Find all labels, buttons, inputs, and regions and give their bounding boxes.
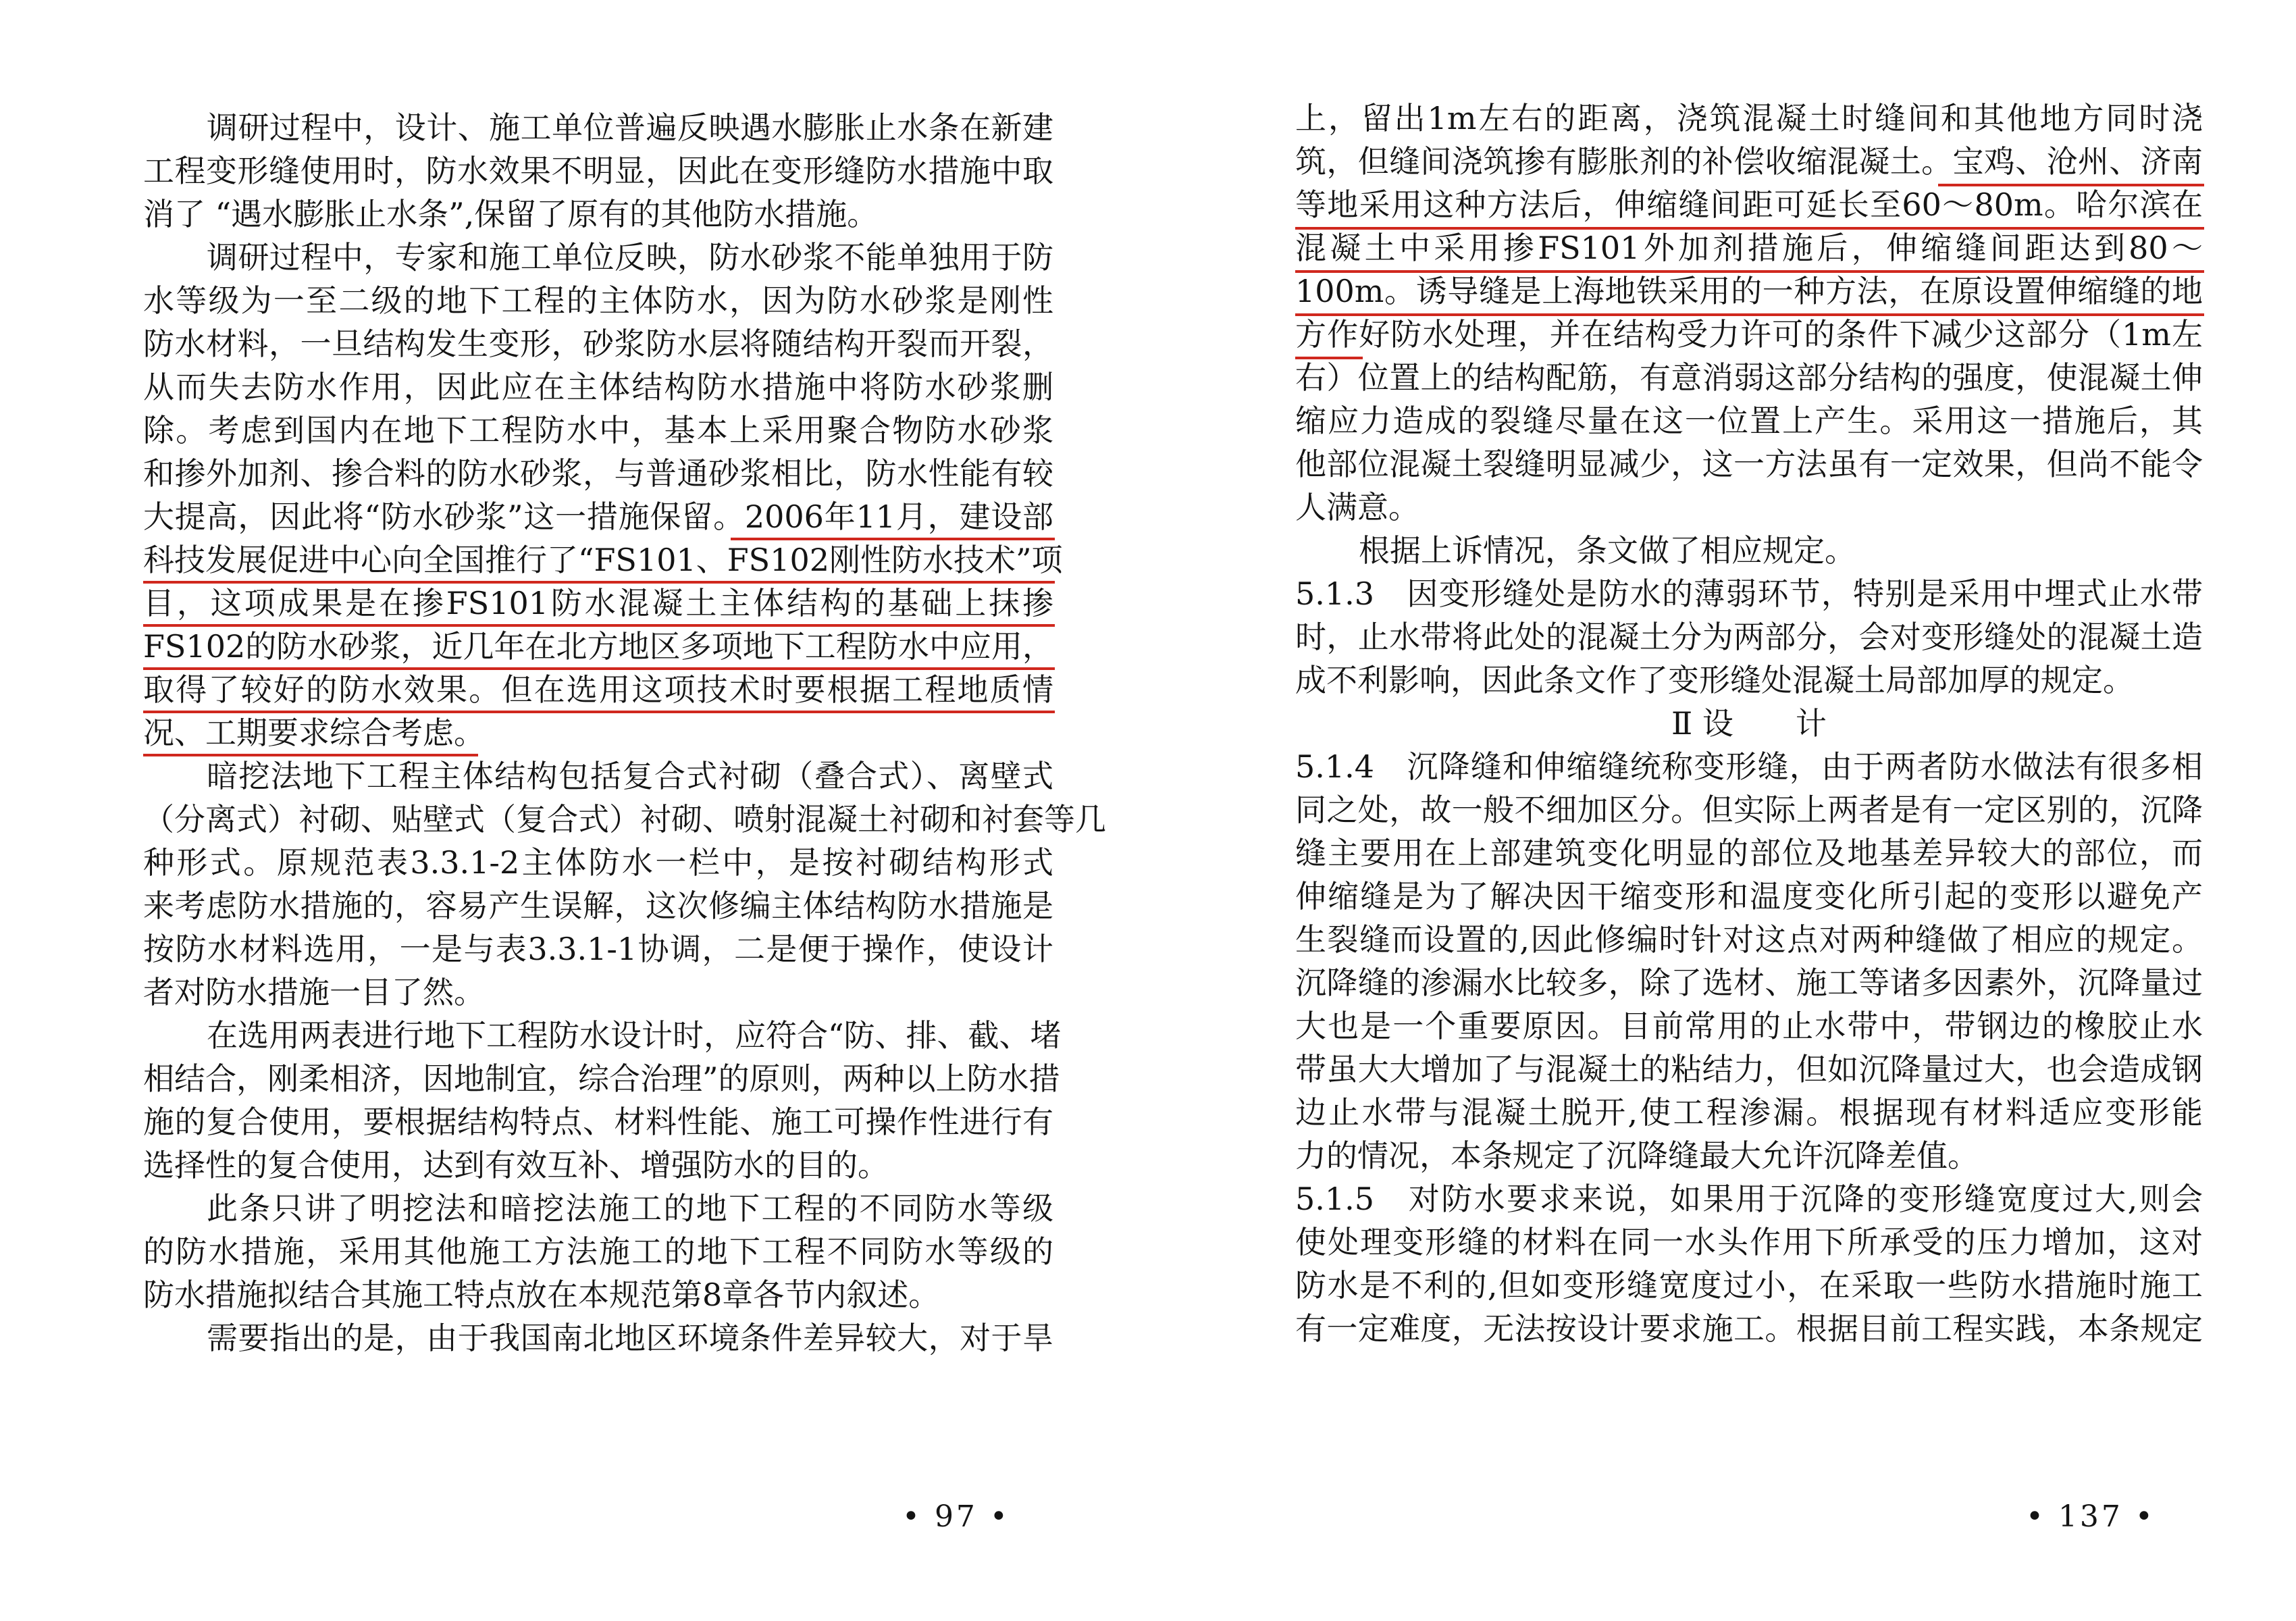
annotation-underline xyxy=(1295,227,2204,230)
text-line: FS102的防水砂浆，近几年在北方地区多项地下工程防水中应用， xyxy=(143,628,1053,665)
text-line: 调研过程中，设计、施工单位普遍反映遇水膨胀止水条在新建 xyxy=(207,109,1053,146)
annotation-underline xyxy=(143,711,1055,713)
annotation-underline xyxy=(143,754,478,756)
text-line: 防水材料，一旦结构发生变形，砂浆防水层将随结构开裂而开裂， xyxy=(143,326,1053,362)
text-line: 成不利影响，因此条文作了变形缝处混凝土局部加厚的规定。 xyxy=(1295,662,2134,698)
text-line: 消了 “遇水膨胀止水条”,保留了原有的其他防水措施。 xyxy=(143,196,879,232)
text-line: 来考虑防水措施的，容易产生误解，这次修编主体结构防水措施是 xyxy=(143,887,1053,924)
text-line: 工程变形缝使用时，防水效果不明显，因此在变形缝防水措施中取 xyxy=(143,153,1053,189)
text-line: 伸缩缝是为了解决因干缩变形和温度变化所引起的变形以避免产 xyxy=(1295,878,2203,915)
text-line: 防水措施拟结合其施工特点放在本规范第8章各节内叙述。 xyxy=(143,1277,940,1313)
text-line: 和掺外加剂、掺合料的防水砂浆，与普通砂浆相比，防水性能有较 xyxy=(143,455,1053,492)
text-line: 选择性的复合使用，达到有效互补、增强防水的目的。 xyxy=(143,1147,889,1183)
text-line: 5.1.3 因变形缝处是防水的薄弱环节，特别是采用中埋式止水带 xyxy=(1295,575,2203,612)
text-line: 5.1.5 对防水要求来说，如果用于沉降的变形缝宽度过大,则会 xyxy=(1295,1181,2203,1217)
text-line: 缝主要用在上部建筑变化明显的部位及地基差异较大的部位，而 xyxy=(1295,835,2203,871)
text-line: 科技发展促进中心向全国推行了“FS101、FS102刚性防水技术”项 xyxy=(143,542,1063,578)
text-line: 此条只讲了明挖法和暗挖法施工的地下工程的不同防水等级 xyxy=(207,1190,1053,1227)
text-line: 除。考虑到国内在地下工程防水中，基本上采用聚合物防水砂浆 xyxy=(143,412,1053,448)
text-line: 水等级为一至二级的地下工程的主体防水，因为防水砂浆是刚性 xyxy=(143,282,1053,319)
text-line: 种形式。原规范表3.3.1-2主体防水一栏中，是按衬砌结构形式 xyxy=(143,844,1053,881)
page-number: • 137 • xyxy=(2026,1499,2156,1534)
text-line: 生裂缝而设置的,因此修编时针对这点对两种缝做了相应的规定。 xyxy=(1295,921,2203,958)
text-line: 大提高，因此将“防水砂浆”这一措施保留。2006年11月，建设部 xyxy=(143,498,1053,535)
annotation-underline xyxy=(1295,313,2204,316)
text-line: 上，留出1m左右的距离，浇筑混凝土时缝间和其他地方同时浇 xyxy=(1295,100,2203,136)
page-number: • 97 • xyxy=(902,1499,1010,1534)
text-line: 5.1.4 沉降缝和伸缩缝统称变形缝，由于两者防水做法有很多相 xyxy=(1295,748,2203,785)
text-line: 缩应力造成的裂缝尽量在这一位置上产生。采用这一措施后，其 xyxy=(1295,403,2203,439)
text-line: 等地采用这种方法后，伸缩缝间距可延长至60～80m。哈尔滨在 xyxy=(1295,186,2203,223)
text-line: 施的复合使用，要根据结构特点、材料性能、施工可操作性进行有 xyxy=(143,1104,1053,1140)
text-line: 调研过程中，专家和施工单位反映，防水砂浆不能单独用于防 xyxy=(207,239,1053,276)
text-line: 时，止水带将此处的混凝土分为两部分，会对变形缝处的混凝土造 xyxy=(1295,619,2203,655)
text-line: 右）位置上的结构配筋，有意消弱这部分结构的强度，使混凝土伸 xyxy=(1295,359,2203,396)
text-line: 暗挖法地下工程主体结构包括复合式衬砌（叠合式）、离壁式 xyxy=(207,758,1053,794)
annotation-underline xyxy=(143,624,1055,627)
text-line: 方作好防水处理，并在结构受力许可的条件下减少这部分（1m左 xyxy=(1295,316,2203,353)
text-line: 相结合，刚柔相济，因地制宜，综合治理”的原则，两种以上防水措 xyxy=(143,1060,1060,1097)
text-line: 需要指出的是，由于我国南北地区环境条件差异较大，对于旱 xyxy=(207,1320,1053,1356)
text-line: 大也是一个重要原因。目前常用的止水带中，带钢边的橡胶止水 xyxy=(1295,1008,2203,1044)
text-line: 防水是不利的,但如变形缝宽度过小，在采取一些防水措施时施工 xyxy=(1295,1267,2203,1304)
right-page xyxy=(1148,0,2296,1621)
annotation-underline xyxy=(1295,270,2204,273)
text-line: 边止水带与混凝土脱开,使工程渗漏。根据现有材料适应变形能 xyxy=(1295,1094,2203,1131)
text-line: 沉降缝的渗漏水比较多，除了选材、施工等诸多因素外，沉降量过 xyxy=(1295,964,2203,1001)
text-line: （分离式）衬砌、贴壁式（复合式）衬砌、喷射混凝土衬砌和衬套等几 xyxy=(143,801,1106,838)
annotation-underline xyxy=(143,581,1055,584)
text-line: 混凝土中采用掺FS101外加剂措施后，伸缩缝间距达到80～ xyxy=(1295,230,2203,266)
annotation-underline xyxy=(143,667,1055,670)
annotation-underline xyxy=(731,538,1055,540)
text-line: 按防水材料选用，一是与表3.3.1-1协调，二是便于操作，使设计 xyxy=(143,931,1053,967)
text-line: 100m。诱导缝是上海地铁采用的一种方法，在原设置伸缩缝的地 xyxy=(1295,273,2203,309)
section-heading: Ⅱ 设 计 xyxy=(1671,705,1827,742)
text-line: 的防水措施，采用其他施工方法施工的地下工程不同防水等级的 xyxy=(143,1233,1053,1270)
text-line: 人满意。 xyxy=(1295,489,1419,525)
text-line: 他部位混凝土裂缝明显减少，这一方法虽有一定效果，但尚不能令 xyxy=(1295,446,2203,482)
text-line: 筑，但缝间浇筑掺有膨胀剂的补偿收缩混凝土。宝鸡、沧州、济南 xyxy=(1295,143,2203,180)
text-line: 者对防水措施一目了然。 xyxy=(143,974,485,1010)
text-line: 况、工期要求综合考虑。 xyxy=(143,715,485,751)
text-line: 有一定难度，无法按设计要求施工。根据目前工程实践，本条规定 xyxy=(1295,1310,2203,1347)
text-line: 带虽大大增加了与混凝土的粘结力，但如沉降量过大，也会造成钢 xyxy=(1295,1051,2203,1087)
text-line: 同之处，故一般不细加区分。但实际上两者是有一定区别的，沉降 xyxy=(1295,792,2203,828)
text-line: 力的情况，本条规定了沉降缝最大允许沉降差值。 xyxy=(1295,1137,1979,1174)
text-line: 目，这项成果是在掺FS101防水混凝土主体结构的基础上抹掺 xyxy=(143,585,1053,621)
annotation-underline xyxy=(1938,184,2204,186)
text-line: 根据上诉情况，条文做了相应规定。 xyxy=(1359,532,1856,569)
annotation-underline xyxy=(1295,357,1363,359)
text-line: 取得了较好的防水效果。但在选用这项技术时要根据工程地质情 xyxy=(143,671,1053,708)
text-line: 从而失去防水作用，因此应在主体结构防水措施中将防水砂浆删 xyxy=(143,369,1053,405)
text-line: 使处理变形缝的材料在同一水头作用下所承受的压力增加，这对 xyxy=(1295,1224,2203,1260)
text-line: 在选用两表进行地下工程防水设计时，应符合“防、排、截、堵 xyxy=(207,1017,1062,1054)
